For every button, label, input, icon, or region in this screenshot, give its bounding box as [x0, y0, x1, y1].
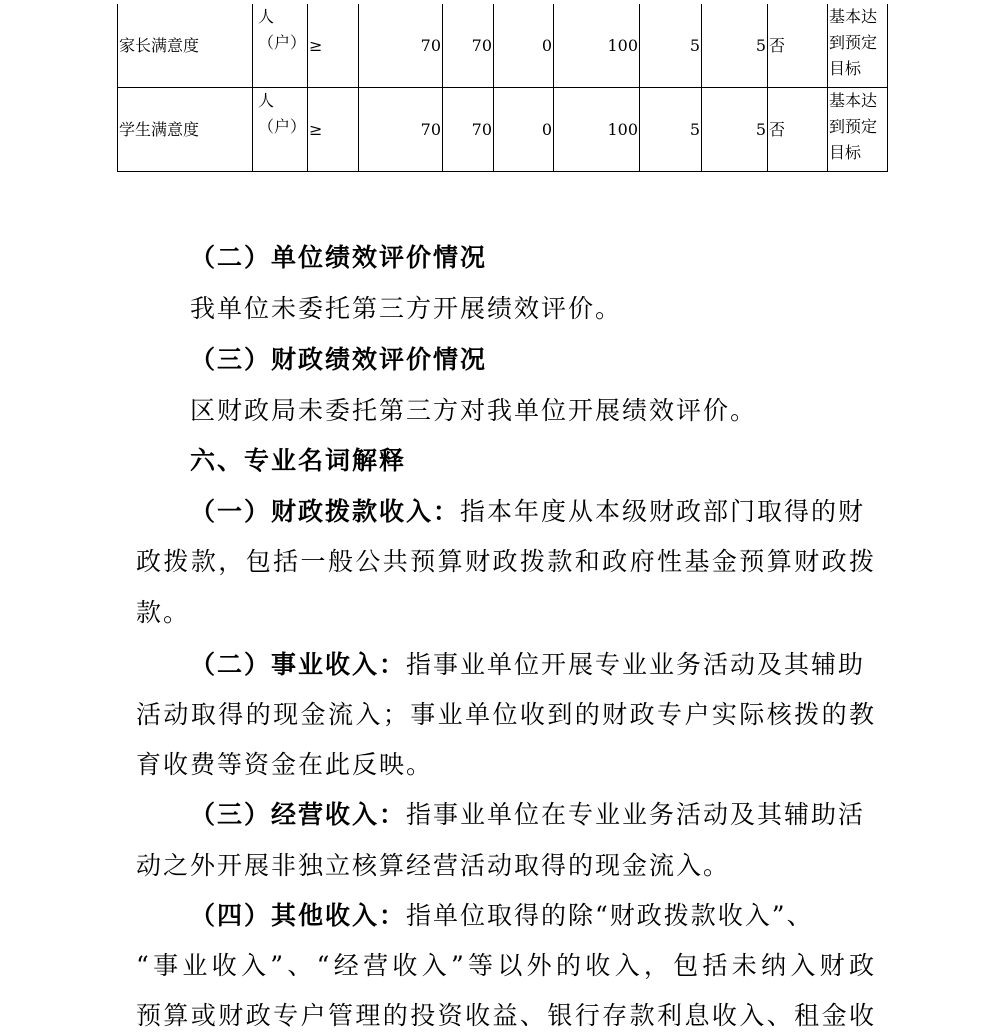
cell-value: 100	[554, 4, 640, 88]
term-2-title: （二）事业收入：	[190, 650, 407, 679]
cell-value: 70	[443, 88, 494, 172]
cell-value: 5	[640, 4, 702, 88]
cell-flag: 否	[768, 4, 828, 88]
indicator-unit: 人（户）	[253, 4, 308, 88]
term-4-title: （四）其他收入：	[190, 901, 407, 930]
term-1-title: （一）财政拨款收入：	[190, 497, 461, 526]
term-2-line-2: 活动取得的现金流入；事业单位收到的财政专户实际核拨的教	[136, 700, 876, 729]
cell-value: 0	[494, 88, 554, 172]
cell-value: 5	[640, 88, 702, 172]
term-2-line-1	[190, 645, 865, 681]
indicator-name: 学生满意度	[118, 88, 253, 172]
cell-flag: 否	[768, 88, 828, 172]
term-1-line-1	[190, 492, 865, 528]
performance-table	[117, 4, 888, 172]
term-3-title: （三）经营收入：	[190, 800, 407, 829]
cell-value: 0	[494, 4, 554, 88]
indicator-unit: 人（户）	[253, 88, 308, 172]
term-1-text: 指本年度从本级财政部门取得的财	[460, 497, 866, 526]
term-4-line-1	[190, 896, 814, 932]
heading-unit-evaluation: （二）单位绩效评价情况	[190, 243, 488, 272]
cell-note: 基本达到预定目标	[828, 88, 888, 172]
indicator-operator: ≥	[308, 88, 359, 172]
table-row	[118, 4, 888, 88]
cell-value: 70	[359, 4, 443, 88]
term-3-line-2: 动之外开展非独立核算经营活动取得的现金流入。	[136, 851, 731, 880]
term-3-text: 指事业单位在专业业务活动及其辅助活	[406, 800, 866, 829]
paragraph-finance-evaluation: 区财政局未委托第三方对我单位开展绩效评价。	[190, 396, 758, 425]
cell-note: 基本达到预定目标	[828, 4, 888, 88]
term-1-line-2: 政拨款，包括一般公共预算财政拨款和政府性基金预算财政拨	[136, 547, 876, 576]
term-4-line-3: 预算或财政专户管理的投资收益、银行存款利息收入、租金收	[136, 1001, 876, 1030]
term-4-line-2: “事业收入”、“经营收入”等以外的收入，包括未纳入财政	[136, 951, 876, 980]
term-2-text: 指事业单位开展专业业务活动及其辅助	[406, 650, 866, 679]
term-3-line-1	[190, 795, 865, 831]
cell-value: 5	[702, 88, 768, 172]
cell-value: 5	[702, 4, 768, 88]
cell-value: 70	[359, 88, 443, 172]
term-2-line-3: 育收费等资金在此反映。	[136, 750, 434, 779]
cell-value: 70	[443, 4, 494, 88]
term-1-line-3: 款。	[136, 598, 191, 627]
paragraph-unit-evaluation: 我单位未委托第三方开展绩效评价。	[190, 294, 623, 323]
term-4-text: 指单位取得的除“财政拨款收入”、	[406, 901, 814, 930]
table-row	[118, 88, 888, 172]
heading-finance-evaluation: （三）财政绩效评价情况	[190, 345, 488, 374]
indicator-operator: ≥	[308, 4, 359, 88]
cell-value: 100	[554, 88, 640, 172]
heading-terms: 六、专业名词解释	[190, 446, 407, 475]
indicator-name: 家长满意度	[118, 4, 253, 88]
